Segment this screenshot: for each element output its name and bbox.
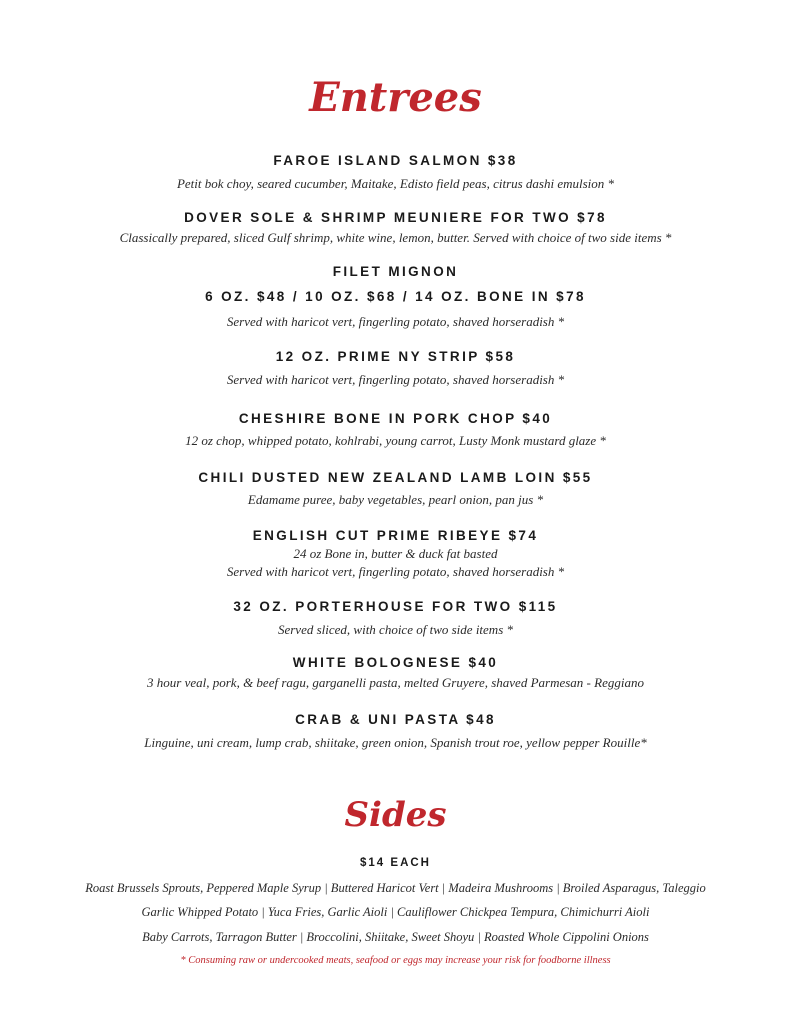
entree-desc-lamb: Edamame puree, baby vegetables, pearl onion, pan jus *	[247, 492, 544, 507]
entree-desc-porterhouse: Served sliced, with choice of two side items *	[277, 622, 514, 637]
entree-name-porterhouse: 32 OZ. PORTERHOUSE FOR TWO $115	[233, 599, 558, 614]
entree-desc-bolognese: 3 hour veal, pork, & beef ragu, garganelli pasta, melted Gruyere, shaved Parmesan - Reggiano	[147, 675, 644, 690]
sides-line-3: Baby Carrots, Tarragon Butter | Broccolini, Shiitake, Sweet Shoyu | Roasted Whole Cippolini Onions	[142, 930, 649, 944]
entree-desc2-ribeye: Served with haricot vert, fingerling potato, shaved horseradish *	[226, 564, 565, 579]
entree-name-ribeye: ENGLISH CUT PRIME RIBEYE $74	[252, 528, 539, 543]
entree-name-pork-chop: CHESHIRE BONE IN PORK CHOP $40	[238, 411, 553, 426]
entree-desc-crab-uni: Linguine, uni cream, lump crab, shiitake, green onion, Spanish trout roe, yellow pepper Rouille*	[144, 735, 647, 750]
entree-desc-ribeye: 24 oz Bone in, butter & duck fat basted	[293, 546, 498, 561]
entree-name-filet: FILET MIGNON	[332, 264, 459, 279]
entree-desc-ny-strip: Served with haricot vert, fingerling potato, shaved horseradish *	[226, 372, 565, 387]
entrees-heading: Entrees	[309, 74, 482, 121]
raw-food-disclaimer: * Consuming raw or undercooked meats, seafood or eggs may increase your risk for foodborne illness	[180, 955, 611, 966]
entree-prices-filet: 6 OZ. $48 / 10 OZ. $68 / 14 OZ. BONE IN $78	[205, 289, 586, 304]
entree-desc-salmon: Petit bok choy, seared cucumber, Maitake, Edisto field peas, citrus dashi emulsion *	[176, 176, 615, 191]
entree-name-bolognese: WHITE BOLOGNESE $40	[292, 655, 499, 670]
sides-price: $14 EACH	[360, 857, 431, 869]
entree-desc-dover-sole: Classically prepared, sliced Gulf shrimp, white wine, lemon, butter. Served with choice of two side items *	[119, 230, 672, 245]
entree-name-salmon: FAROE ISLAND SALMON $38	[273, 153, 518, 168]
sides-line-1: Roast Brussels Sprouts, Peppered Maple Syrup | Buttered Haricot Vert | Madeira Mushrooms | Broiled Asparagus, Taleggio	[85, 881, 706, 895]
entree-name-lamb: CHILI DUSTED NEW ZEALAND LAMB LOIN $55	[198, 470, 593, 485]
entree-desc-filet: Served with haricot vert, fingerling potato, shaved horseradish *	[226, 314, 565, 329]
sides-heading: Sides	[344, 795, 447, 835]
entree-desc-pork-chop: 12 oz chop, whipped potato, kohlrabi, young carrot, Lusty Monk mustard glaze *	[185, 433, 606, 448]
entree-name-dover-sole: DOVER SOLE & SHRIMP MEUNIERE FOR TWO $78	[184, 210, 607, 225]
sides-line-2: Garlic Whipped Potato | Yuca Fries, Garlic Aioli | Cauliflower Chickpea Tempura, Chimichurri Aioli	[141, 905, 650, 919]
entree-name-crab-uni: CRAB & UNI PASTA $48	[295, 712, 496, 727]
entree-name-ny-strip: 12 OZ. PRIME NY STRIP $58	[275, 349, 516, 364]
